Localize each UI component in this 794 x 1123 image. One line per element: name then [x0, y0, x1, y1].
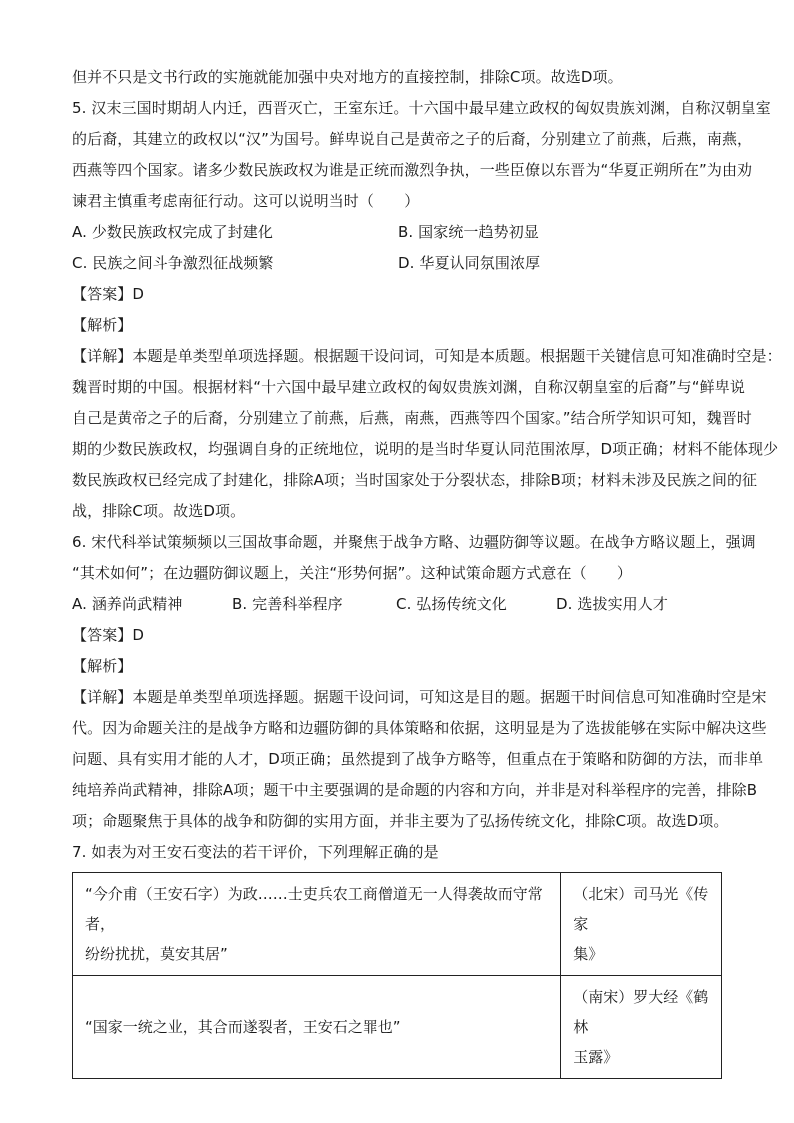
table-row [73, 873, 722, 976]
source-line: （北宋）司马光《传家 [573, 885, 709, 933]
detail-line: 【详解】本题是单类型单项选择题。据题干设问词，可知这是目的题。据题干时间信息可知准确时空是宋 [72, 688, 767, 706]
page-content [72, 62, 782, 1079]
question-5-options-row [72, 248, 724, 279]
question-6-options-row [72, 589, 724, 620]
table-cell-source [561, 873, 722, 976]
detail-line: 问题、具有实用才能的人才，D项正确；虽然提到了战争方略等，但重点在于策略和防御的方法，而非单 [72, 750, 764, 768]
table-row [73, 976, 722, 1079]
quote-line: 纷纷扰扰，莫安其居” [85, 945, 228, 963]
option-a: A. 涵养尚武精神 [72, 595, 183, 613]
source-line: 集》 [573, 945, 604, 963]
analysis-label: 【解析】 [72, 657, 133, 675]
option-d: D. 华夏认同氛围浓厚 [398, 254, 541, 272]
detail-line: 数民族政权已经完成了封建化，排除A项；当时国家处于分裂状态，排除B项；材料未涉及民族之间的征 [72, 471, 758, 489]
question-7-stem: 7. 如表为对王安石变法的若干评价，下列理解正确的是 [72, 843, 439, 861]
detail-line: 【详解】本题是单类型单项选择题。根据题干设问词，可知是本质题。根据题干关键信息可知准确时空是： [72, 347, 782, 365]
table-cell-source [561, 976, 722, 1079]
text-line: 但并不只是文书行政的实施就能加强中央对地方的直接控制，排除C项。故选D项。 [72, 68, 623, 86]
question-5-stem-line: 谏君主慎重考虑南征行动。这可以说明当时（ ） [72, 192, 420, 210]
question-6-stem-line: 6. 宋代科举试策频频以三国故事命题，并聚焦于战争方略、边疆防御等议题。在战争方略议题上，强调 [72, 533, 756, 551]
question-5-stem-line: 的后裔，其建立的政权以“汉”为国号。鲜卑说自己是黄帝之子的后裔，分别建立了前燕，后燕，南燕， [72, 130, 753, 148]
question-6-stem-line: “其术如何”；在边疆防御议题上，关注“形势何据”。这种试策命题方式意在（ ） [72, 564, 632, 582]
source-line: 玉露》 [573, 1048, 619, 1066]
option-b: B. 国家统一趋势初显 [398, 223, 539, 241]
answer-label: 【答案】D [72, 285, 145, 303]
option-d: D. 选拔实用人才 [556, 595, 668, 613]
source-line: （南宋）罗大经《鹤林 [573, 988, 709, 1036]
analysis-label: 【解析】 [72, 316, 133, 334]
detail-line: 项；命题聚焦于具体的战争和防御的实用方面，并非主要为了弘扬传统文化，排除C项。故选D项。 [72, 812, 729, 830]
question-5-stem-line: 西燕等四个国家。诸多少数民族政权为谁是正统而激烈争执，一些臣僚以东晋为“华夏正朔所在”为由劝 [72, 161, 753, 179]
option-c: C. 弘扬传统文化 [396, 595, 507, 613]
detail-line: 纯培养尚武精神，排除A项；题干中主要强调的是命题的内容和方向，并非是对科举程序的完善，排除B [72, 781, 758, 799]
detail-line: 魏晋时期的中国。根据材料“十六国中最早建立政权的匈奴贵族刘渊，自称汉朝皇室的后裔”与“鲜卑说 [72, 378, 745, 396]
detail-line: 战，排除C项。故选D项。 [72, 502, 246, 520]
evaluation-table [72, 872, 722, 1079]
option-a: A. 少数民族政权完成了封建化 [72, 223, 274, 241]
detail-line: 代。因为命题关注的是战争方略和边疆防御的具体策略和依据，这明显是为了选拔能够在实际中解决这些 [72, 719, 767, 737]
option-b: B. 完善科举程序 [232, 595, 343, 613]
question-5-stem-line: 5. 汉末三国时期胡人内迁，西晋灭亡，王室东迁。十六国中最早建立政权的匈奴贵族刘渊，自称汉朝皇室 [72, 99, 771, 117]
table-cell-quote [73, 873, 561, 976]
detail-line: 期的少数民族政权，均强调自身的正统地位，说明的是当时华夏认同范围浓厚，D项正确；材料不能体现少 [72, 440, 779, 458]
quote-line: “国家一统之业，其合而遂裂者，王安石之罪也” [85, 1018, 401, 1036]
option-c: C. 民族之间斗争激烈征战频繁 [72, 254, 274, 272]
answer-label: 【答案】D [72, 626, 145, 644]
quote-line: “今介甫（王安石字）为政……士吏兵农工商僧道无一人得袭故而守常者， [85, 885, 543, 933]
detail-line: 自己是黄帝之子的后裔，分别建立了前燕，后燕，南燕，西燕等四个国家。”结合所学知识可知，魏晋时 [72, 409, 752, 427]
table-cell-quote [73, 976, 561, 1079]
question-5-options-row [72, 217, 724, 248]
